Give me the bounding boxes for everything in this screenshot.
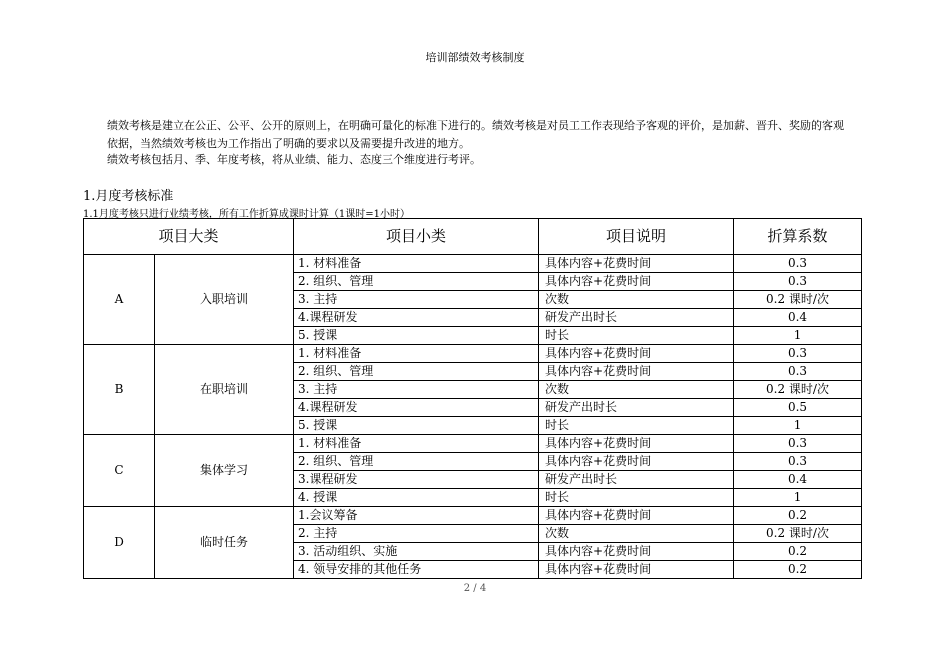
category-id-cell: C [84, 435, 155, 507]
coefficient-cell: 0.2 课时/次 [734, 291, 862, 309]
description-cell: 次数 [539, 291, 734, 309]
coefficient-cell: 0.2 课时/次 [734, 525, 862, 543]
header-coefficient: 折算系数 [734, 219, 862, 255]
subcategory-cell: 1. 材料准备 [294, 255, 539, 273]
table-row [84, 507, 862, 525]
coefficient-cell: 0.3 [734, 345, 862, 363]
subcategory-cell: 5. 授课 [294, 327, 539, 345]
description-cell: 次数 [539, 381, 734, 399]
category-name-cell: 集体学习 [155, 435, 294, 507]
description-cell: 具体内容+花费时间 [539, 561, 734, 579]
coefficient-cell: 0.3 [734, 273, 862, 291]
description-cell: 时长 [539, 489, 734, 507]
description-cell: 具体内容+花费时间 [539, 273, 734, 291]
subcategory-cell: 2. 主持 [294, 525, 539, 543]
table-body [84, 255, 862, 579]
table-row [84, 255, 862, 273]
document-title: 培训部绩效考核制度 [425, 51, 525, 64]
section-heading: 1.月度考核标准 [83, 189, 174, 204]
description-cell: 具体内容+花费时间 [539, 345, 734, 363]
coefficient-cell: 0.3 [734, 363, 862, 381]
coefficient-cell: 1 [734, 417, 862, 435]
coefficient-cell: 0.4 [734, 471, 862, 489]
description-cell: 研发产出时长 [539, 399, 734, 417]
subcategory-cell: 3. 主持 [294, 291, 539, 309]
description-cell: 研发产出时长 [539, 471, 734, 489]
subcategory-cell: 1.会议筹备 [294, 507, 539, 525]
category-id-cell: D [84, 507, 155, 579]
subcategory-cell: 2. 组织、管理 [294, 363, 539, 381]
coefficient-cell: 1 [734, 327, 862, 345]
intro-paragraph: 绩效考核是建立在公正、公平、公开的原则上，在明确可量化的标准下进行的。绩效考核是对员工工作表现给予客观的评价，是加薪、晋升、奖励的客观依据，当然绩效考核也为工作指出了明确的要求以及需要提升改进的地方。 [107, 119, 844, 150]
category-id-cell: A [84, 255, 155, 345]
coefficient-cell: 0.2 [734, 543, 862, 561]
description-cell: 研发产出时长 [539, 309, 734, 327]
description-cell: 具体内容+花费时间 [539, 363, 734, 381]
subcategory-cell: 4. 领导安排的其他任务 [294, 561, 539, 579]
category-name-cell: 临时任务 [155, 507, 294, 579]
subcategory-cell: 3. 主持 [294, 381, 539, 399]
subcategory-cell: 5. 授课 [294, 417, 539, 435]
coefficient-cell: 0.5 [734, 399, 862, 417]
category-name-cell: 入职培训 [155, 255, 294, 345]
sub-heading: 1.1月度考核只进行业绩考核，所有工作折算成课时计算（1课时=1小时） [83, 209, 411, 220]
subcategory-cell: 4.课程研发 [294, 399, 539, 417]
description-cell: 时长 [539, 417, 734, 435]
subcategory-cell: 4.课程研发 [294, 309, 539, 327]
coefficient-cell: 0.2 [734, 507, 862, 525]
subcategory-cell: 3. 活动组织、实施 [294, 543, 539, 561]
coefficient-cell: 1 [734, 489, 862, 507]
table-row [84, 435, 862, 453]
description-cell: 具体内容+花费时间 [539, 507, 734, 525]
coefficient-cell: 0.2 [734, 561, 862, 579]
category-name-cell: 在职培训 [155, 345, 294, 435]
subcategory-cell: 2. 组织、管理 [294, 273, 539, 291]
subcategory-cell: 1. 材料准备 [294, 435, 539, 453]
category-id-cell: B [84, 345, 155, 435]
description-cell: 次数 [539, 525, 734, 543]
header-description: 项目说明 [539, 219, 734, 255]
subcategory-cell: 4. 授课 [294, 489, 539, 507]
page-number: 2 / 4 [463, 583, 487, 594]
header-subcategory: 项目小类 [294, 219, 539, 255]
description-cell: 具体内容+花费时间 [539, 435, 734, 453]
coefficient-cell: 0.3 [734, 453, 862, 471]
header-category: 项目大类 [84, 219, 294, 255]
description-cell: 时长 [539, 327, 734, 345]
scope-paragraph: 绩效考核包括月、季、年度考核，将从业绩、能力、态度三个维度进行考评。 [107, 153, 481, 166]
coefficient-cell: 0.4 [734, 309, 862, 327]
coefficient-cell: 0.2 课时/次 [734, 381, 862, 399]
table-header-row [84, 219, 862, 255]
coefficient-cell: 0.3 [734, 255, 862, 273]
subcategory-cell: 1. 材料准备 [294, 345, 539, 363]
table-row [84, 345, 862, 363]
coefficient-cell: 0.3 [734, 435, 862, 453]
subcategory-cell: 2. 组织、管理 [294, 453, 539, 471]
description-cell: 具体内容+花费时间 [539, 255, 734, 273]
assessment-table [83, 218, 862, 579]
subcategory-cell: 3.课程研发 [294, 471, 539, 489]
description-cell: 具体内容+花费时间 [539, 453, 734, 471]
description-cell: 具体内容+花费时间 [539, 543, 734, 561]
